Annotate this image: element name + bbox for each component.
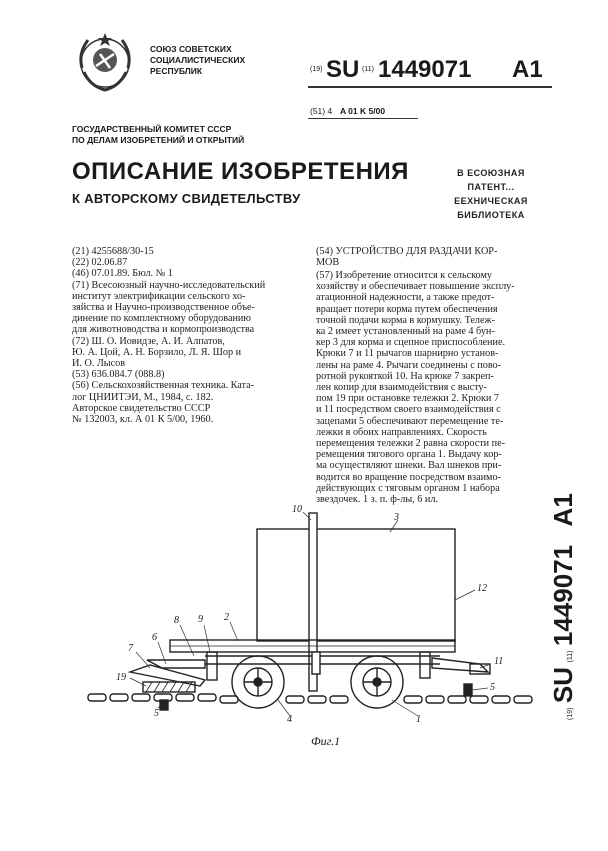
label-9: 9 <box>198 614 203 625</box>
country-code: SU <box>326 56 360 83</box>
invention-title-line1: (54) УСТРОЙСТВО ДЛЯ РАЗДАЧИ КОР- <box>316 246 498 257</box>
committee-line2: ПО ДЕЛАМ ИЗОБРЕТЕНИЙ И ОТКРЫТИЙ <box>72 135 245 145</box>
abstract-line: (57) Изобретение относится к сельскому <box>316 270 492 281</box>
ipc-code: (51) 4 <box>310 106 333 116</box>
biblio-line: (22) 02.06.87 <box>72 257 128 269</box>
side-code-11: (11) <box>567 650 574 663</box>
label-4: 4 <box>287 714 292 725</box>
label-7: 7 <box>128 643 133 654</box>
abstract-line: хозяйству и обеспечивает повышение эксплу- <box>316 281 515 293</box>
abstract-line: атационной надежности, а также предот- <box>316 292 495 304</box>
label-12: 12 <box>477 583 487 594</box>
label-5-right: 5 <box>490 682 495 693</box>
biblio-line: (46) 07.01.89. Бюл. № 1 <box>72 268 174 280</box>
abstract-line: лен копир для взаимодействия с высту- <box>316 382 487 394</box>
abstract-line: зацепами 5 обеспечивают перемещение те- <box>316 415 504 427</box>
issuer-line2: СОЦИАЛИСТИЧЕСКИХ <box>150 55 246 65</box>
stamp-line1: В ЕСОЮЗНАЯ <box>457 168 525 178</box>
ipc-class: A 01 K 5/00 <box>340 106 386 116</box>
abstract-line: точной подачи корма в кормушку. Тележ- <box>316 314 495 326</box>
abstract-line: пом 19 при остановке тележки 2. Крюки 7 <box>316 393 500 405</box>
code-11: (11) <box>362 66 374 73</box>
code-19: (19) <box>310 66 323 73</box>
hook-11-shape <box>432 658 488 672</box>
document-subtitle: К АВТОРСКОМУ СВИДЕТЕЛЬСТВУ <box>72 191 301 206</box>
biblio-line: № 132003, кл. А 01 К 5/00, 1960. <box>72 414 214 426</box>
figure-caption: Фиг.1 <box>311 734 341 748</box>
side-kind: A1 <box>548 493 578 527</box>
side-country: SU <box>548 666 578 704</box>
abstract-line: перемещения тележки 2 равна скорости пе- <box>316 438 506 450</box>
biblio-line: И. О. Лысов <box>72 358 126 370</box>
abstract-line: Крюки 7 и 11 рычагов шарнирно установ- <box>316 348 499 360</box>
label-1: 1 <box>416 714 421 725</box>
biblio-line: институт электрификации сельского хо- <box>72 290 246 302</box>
abstract-line: ремещения тягового органа 1. Выдачу кор- <box>316 449 502 461</box>
biblio-line: для животноводства и кормопроизводства <box>72 324 255 336</box>
side-code-19: (19) <box>567 707 574 720</box>
biblio-line: (53) 636.084.7 (088.8) <box>72 369 165 381</box>
stamp-line2: ПАТЕНТ... ЕЕХНИЧЕСКАЯ <box>454 182 528 206</box>
invention-title-line2: МОВ <box>316 257 340 269</box>
abstract-line: лежки в обоих направлениях. Скорость <box>316 426 487 438</box>
biblio-line: (56) Сельскохозяйственная техника. Ката- <box>72 380 255 392</box>
patent-kind: A1 <box>512 56 543 83</box>
label-2: 2 <box>224 612 229 623</box>
hopper-shape <box>257 529 455 641</box>
label-19: 19 <box>116 672 126 683</box>
label-3: 3 <box>394 512 399 523</box>
abstract-line: водится во вращение посредством взаимо- <box>316 471 501 483</box>
label-11: 11 <box>494 656 504 667</box>
abstract-line: лены на раме 4. Рычаги соединены с пово- <box>316 359 502 371</box>
biblio-line: (71) Всесоюзный научно-исследовательский <box>72 279 266 291</box>
abstract-line: ка 2 имеет установленный на раме 4 бун- <box>316 326 495 338</box>
biblio-line: Ю. А. Цой, А. Н. Борзило, Л. Я. Шор и <box>72 346 242 358</box>
biblio-line: Авторское свидетельство СССР <box>72 402 211 414</box>
abstract-line: ротной рукояткой 10. На крюке 7 закреп- <box>316 370 494 382</box>
stamp-line3: БИБЛИОТЕКА <box>457 210 525 220</box>
biblio-line: динение по комплектному оборудованию <box>72 313 251 325</box>
biblio-line: зяйства и Научно-производственное объе- <box>72 302 255 314</box>
label-6: 6 <box>152 632 157 643</box>
abstract-line: вращает потери корма путем обеспечения <box>316 303 498 315</box>
label-8: 8 <box>174 615 179 626</box>
label-5-left: 5 <box>154 708 159 719</box>
abstract-line: ма осуществляют шнеки. Вал шнеков при- <box>316 460 502 472</box>
abstract-line: и 11 посредством своего взаимодействия с <box>316 404 501 416</box>
abstract-line: звездочек. 1 з. п. ф-лы, 6 ил. <box>316 494 439 506</box>
patent-number: 1449071 <box>378 56 472 83</box>
committee-line1: ГОСУДАРСТВЕННЫЙ КОМИТЕТ СССР <box>72 124 232 134</box>
document-title: ОПИСАНИЕ ИЗОБРЕТЕНИЯ <box>72 158 409 185</box>
side-number: 1449071 <box>548 544 578 647</box>
abstract-line: действующих с тяговым органом 1 набора <box>316 482 500 494</box>
label-10: 10 <box>292 504 302 515</box>
biblio-line: (72) Ш. О. Иовидзе, А. И. Алпатов, <box>72 335 225 347</box>
abstract-line: кер 3 для корма и сцепное приспособление. <box>316 337 506 349</box>
biblio-line: лог ЦНИИТЭИ, М., 1984, с. 182. <box>72 391 214 403</box>
issuer-line3: РЕСПУБЛИК <box>150 66 203 76</box>
issuer-line1: СОЮЗ СОВЕТСКИХ <box>150 44 232 54</box>
biblio-line: (21) 4255688/30-15 <box>72 246 154 257</box>
